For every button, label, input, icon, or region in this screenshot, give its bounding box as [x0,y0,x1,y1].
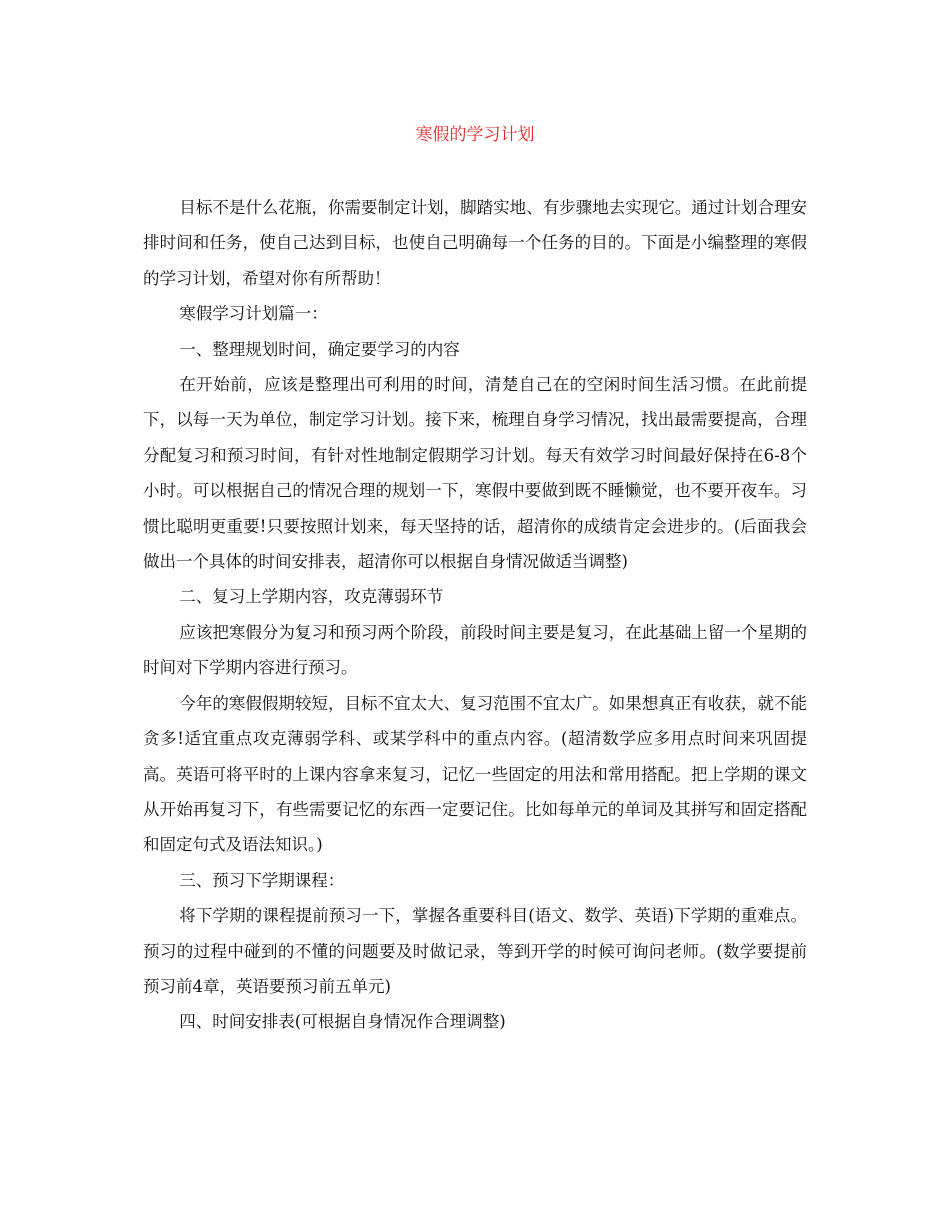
section-heading-1: 一、整理规划时间，确定要学习的内容 [179,339,460,359]
intro-paragraph: 目标不是什么花瓶，你需要制定计划，脚踏实地、有步骤地去实现它。通过计划合理安排时间和任务，使自己达到目标，也使自己明确每一个任务的目的。下面是小编整理的寒假的学习计划，希望对你有所帮助！ [143,198,807,288]
section-heading-3: 三、预习下学期课程： [179,870,345,890]
plan-heading: 寒假学习计划篇一： [179,304,328,324]
section-paragraph-1: 在开始前，应该是整理出可利用的时间，清楚自己在的空闲时间生活习惯。在此前提下，以每一天为单位，制定学习计划。接下来，梳理自身学习情况，找出最需要提高，合理分配复习和预习时间，有针对性地制定假期学习计划。每天有效学习时间最好保持在6-8个小时。可以根据自己的情况合理的规划一下，寒假中要做到既不睡懒觉，也不要开夜车。习惯比聪明更重要!只要按照计划来，每天坚持的话，超清你的成绩肯定会进步的。(后面我会做出一个具体的时间安排表，超清你可以根据自身情况做适当调整) [143,375,807,572]
section-paragraph-3: 将下学期的课程提前预习一下，掌握各重要科目(语文、数学、英语)下学期的重难点。预习的过程中碰到的不懂的问题要及时做记录，等到开学的时候可询问老师。(数学要提前预习前4章，英语要预习前五单元) [143,906,807,996]
section-heading-2: 二、复习上学期内容，攻克薄弱环节 [179,587,444,607]
document-body [143,190,807,1040]
section-heading-4: 四、时间安排表(可根据自身情况作合理调整) [179,1012,506,1032]
section-paragraph-2b: 今年的寒假假期较短，目标不宜太大、复习范围不宜太广。如果想真正有收获，就不能贪多!适宜重点攻克薄弱学科、或某学科中的重点内容。(超清数学应多用点时间来巩固提高。英语可将平时的上课内容拿来复习，记忆一些固定的用法和常用搭配。把上学期的课文从开始再复习下，有些需要记忆的东西一定要记住。比如每单元的单词及其拼写和固定搭配和固定句式及语法知识。) [143,693,807,855]
section-paragraph-2a: 应该把寒假分为复习和预习两个阶段，前段时间主要是复习，在此基础上留一个星期的时间对下学期内容进行预习。 [143,622,807,678]
document-title: 寒假的学习计划 [415,125,535,145]
